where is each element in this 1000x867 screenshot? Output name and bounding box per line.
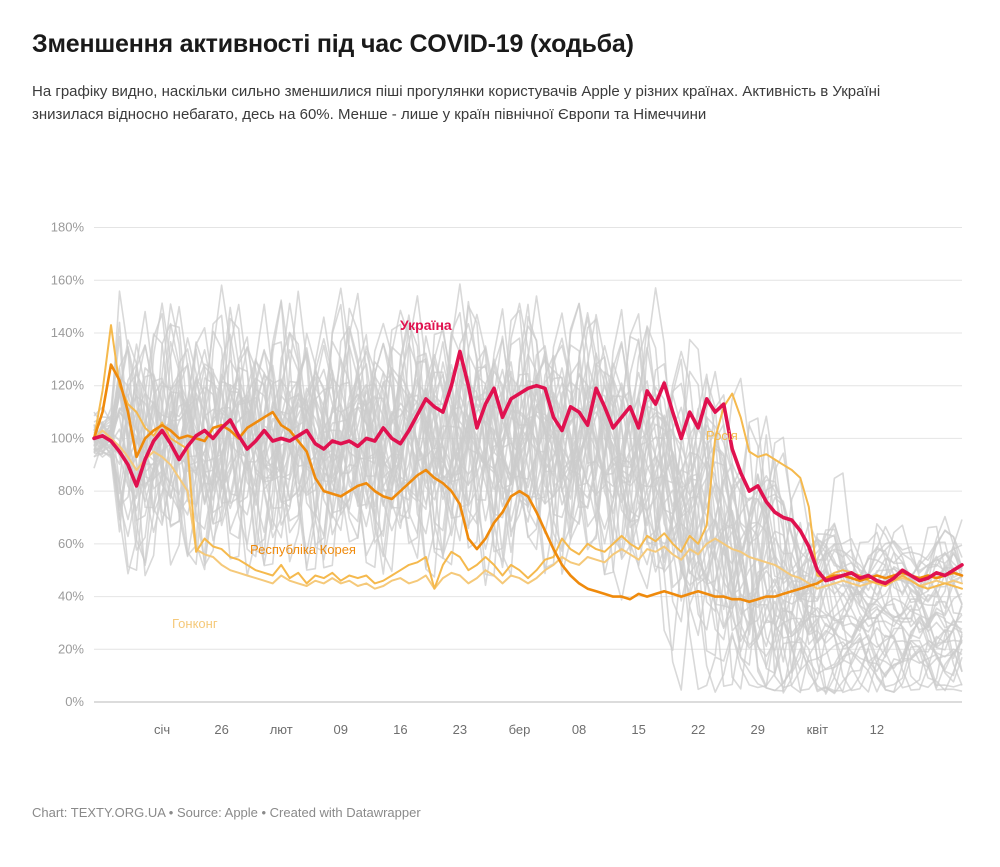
x-axis-tick-label: бер: [508, 722, 531, 737]
x-axis-tick-label: 29: [750, 722, 765, 737]
x-axis-tick-label: 12: [869, 722, 885, 737]
series-annotation: Гонконг: [172, 616, 218, 631]
y-axis-tick-label: 0%: [65, 694, 84, 709]
x-axis-tick-label: квіт: [806, 722, 829, 737]
y-axis-tick-label: 60%: [57, 535, 84, 551]
chart-description: На графіку видно, наскільки сильно зменшилися піші прогулянки користувачів Apple у різних країнах. Активність в Україні знизилася відносно небагато, десь на 60%. Менше - лише у країн північної Європи та Німеччини: [32, 83, 881, 123]
y-axis-tick-label: 180%: [50, 219, 84, 235]
y-axis-tick-label: 20%: [57, 641, 84, 657]
x-axis-tick-label: січ: [153, 722, 171, 737]
series-annotation: Республіка Корея: [250, 542, 356, 557]
y-axis-tick-label: 120%: [50, 377, 84, 393]
x-axis-tick-label: 23: [452, 722, 468, 737]
x-axis-tick-label: 26: [214, 722, 229, 737]
y-axis-tick-label: 140%: [50, 324, 84, 340]
chart-svg-container: [32, 180, 968, 780]
y-axis-tick-label: 100%: [50, 430, 84, 446]
x-axis-tick-label: 22: [690, 722, 706, 737]
x-axis-tick-label: 09: [333, 722, 349, 737]
chart-plot-area: [32, 180, 968, 780]
x-axis-tick-label: лют: [269, 722, 293, 737]
line-chart: [32, 180, 968, 780]
series-annotation: Росія: [706, 428, 738, 443]
y-axis-tick-label: 80%: [57, 483, 84, 499]
series-annotation: Україна: [400, 317, 452, 333]
page-title: Зменшення активності під час COVID-19 (ходьба): [32, 30, 634, 58]
x-axis-tick-label: 15: [631, 722, 646, 737]
x-axis-tick-label: 16: [393, 722, 408, 737]
y-axis-tick-label: 160%: [50, 272, 84, 288]
x-axis-tick-label: 08: [571, 722, 587, 737]
y-axis-tick-label: 40%: [57, 588, 84, 604]
chart-credit: Chart: TEXTY.ORG.UA • Source: Apple • Created with Datawrapper: [32, 805, 421, 820]
